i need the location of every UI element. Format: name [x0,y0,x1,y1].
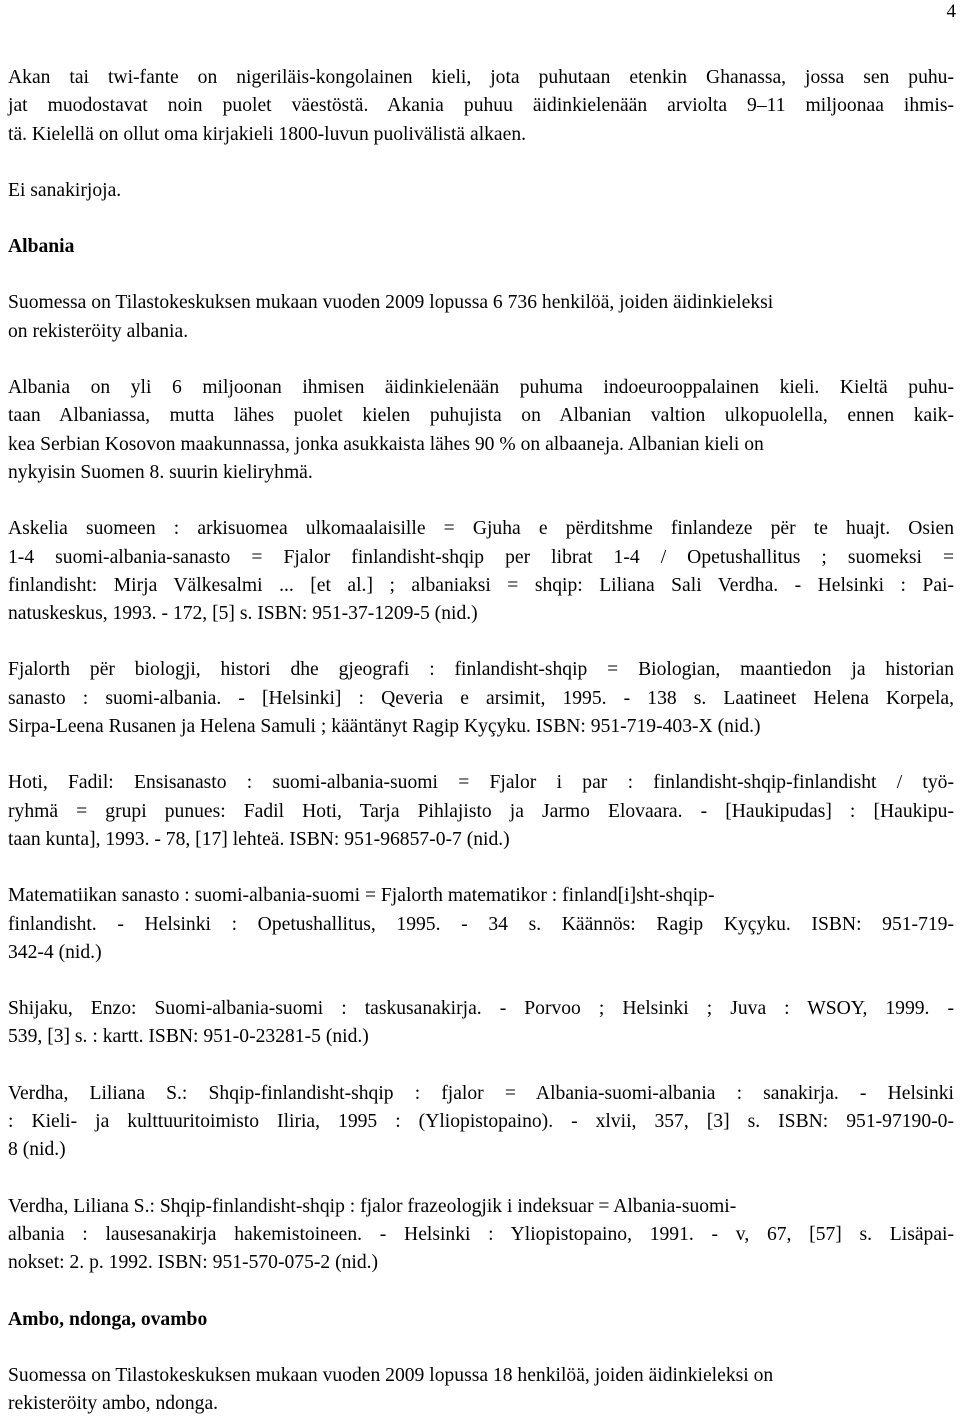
text-line: nykyisin Suomen 8. suurin kieliryhmä. [8,461,313,483]
text-line: Verdha, Liliana S.: Shqip-finlandisht-shqip : fjalor = Albania-suomi-albania : sanakirja. - Helsinki [8,1082,954,1104]
text-line: taan kunta], 1993. - 78, [17] lehteä. ISBN: 951-96857-0-7 (nid.) [8,828,510,850]
ambo-stats-paragraph [8,1362,954,1418]
text-line: Shijaku, Enzo: Suomi-albania-suomi : taskusanakirja. - Porvoo ; Helsinki ; Juva : WSOY, 1999. - [8,998,954,1020]
bibliography-entry [8,1193,954,1278]
text-line: albania : lausesanakirja hakemistoineen. - Helsinki : Yliopistopaino, 1991. - v, 67, [57] s. Lisäpai- [8,1223,954,1245]
albania-description-paragraph [8,374,954,487]
text-line: finlandisht. - Helsinki : Opetushallitus, 1995. - 34 s. Käännös: Ragip Kyçyku. ISBN: 951-719- [8,913,954,935]
ambo-heading: Ambo, ndonga, ovambo [8,1308,208,1330]
bibliography-entry [8,515,954,628]
text-line: 342-4 (nid.) [8,941,102,963]
text-line: Fjalorth për biologji, histori dhe gjeografi : finlandisht-shqip = Biologian, maantiedon ja historian [8,659,954,681]
text-line: ryhmä = grupi punues: Fadil Hoti, Tarja Pihlajisto ja Jarmo Elovaara. - [Haukipudas] : [Haukipu- [8,800,954,822]
page-content [8,64,954,1418]
bibliography-entry [8,1080,954,1165]
text-line: Sirpa-Leena Rusanen ja Helena Samuli ; kääntänyt Ragip Kyçyku. ISBN: 951-719-403-X (nid.) [8,716,761,738]
text-line: : Kieli- ja kulttuuritoimisto Iliria, 1995 : (Yliopistopaino). - xlvii, 357, [3] s. ISBN: 951-97190-0- [8,1111,954,1133]
text-line: 8 (nid.) [8,1139,66,1161]
text-line: finlandisht: Mirja Välkesalmi ... [et al.] ; albaniaksi = shqip: Liliana Sali Verdha. - Helsinki : Pai- [8,574,954,596]
bibliography-entry [8,656,954,741]
text-line: Verdha, Liliana S.: Shqip-finlandisht-shqip : fjalor frazeologjik i indeksuar = Albania-suomi- [8,1195,737,1217]
text-line: Akan tai twi-fante on nigeriläis-kongolainen kieli, jota puhutaan etenkin Ghanassa, jossa sen puhu- [8,67,954,88]
text-line: rekisteröity ambo, ndonga. [8,1393,219,1415]
text-line: Hoti, Fadil: Ensisanasto : suomi-albania-suomi = Fjalor i par : finlandisht-shqip-finlandisht / työ- [8,772,954,794]
text-line: sanasto : suomi-albania. - [Helsinki] : Qeveria e arsimit, 1995. - 138 s. Laatineet Helena Korpela, [8,687,954,709]
text-line: taan Albaniassa, mutta lähes puolet kielen puhujista on Albanian valtion ulkopuolella, ennen kaik- [8,405,954,427]
text-line: Askelia suomeen : arkisuomea ulkomaalaisille = Gjuha e përditshme finlandeze për te huajt. Osien [8,518,954,540]
text-line: kea Serbian Kosovon maakunnassa, jonka asukkaista lähes 90 % on albaaneja. Albanian kieli on [8,433,764,455]
bibliography-entry [8,995,954,1052]
text-line: Suomessa on Tilastokeskuksen mukaan vuoden 2009 lopussa 6 736 henkilöä, joiden äidinkieleksi [8,292,774,314]
text-line: Albania on yli 6 miljoonan ihmisen äidinkielenään puhuma indoeurooppalainen kieli. Kieltä puhu- [8,377,954,399]
text-line: jat muodostavat noin puolet väestöstä. Akania puhuu äidinkielenään arviolta 9–11 miljoonaa ihmis- [8,95,954,117]
text-line: Suomessa on Tilastokeskuksen mukaan vuoden 2009 lopussa 18 henkilöä, joiden äidinkieleksi on [8,1364,774,1386]
text-line: 539, [3] s. : kartt. ISBN: 951-0-23281-5 (nid.) [8,1026,369,1048]
text-line: nokset: 2. p. 1992. ISBN: 951-570-075-2 (nid.) [8,1252,379,1274]
text-line: on rekisteröity albania. [8,320,189,342]
text-line: tä. Kielellä on ollut oma kirjakieli 1800-luvun puolivälistä alkaen. [8,123,527,145]
albania-heading: Albania [8,236,75,258]
text-line: 1-4 suomi-albania-sanasto = Fjalor finlandisht-shqip per librat 1-4 / Opetushallitus ; suomeksi = [8,546,954,568]
bibliography-entry [8,882,954,967]
bibliography-entry [8,769,954,854]
page-number: 4 [946,1,956,22]
akan-intro-paragraph [8,64,954,149]
albania-stats-paragraph [8,289,954,346]
akan-no-dictionaries: Ei sanakirjoja. [8,179,122,201]
text-line: natuskeskus, 1993. - 172, [5] s. ISBN: 951-37-1209-5 (nid.) [8,603,478,625]
text-line: Matematiikan sanasto : suomi-albania-suomi = Fjalorth matematikor : finland[i]sht-shqip- [8,885,715,907]
